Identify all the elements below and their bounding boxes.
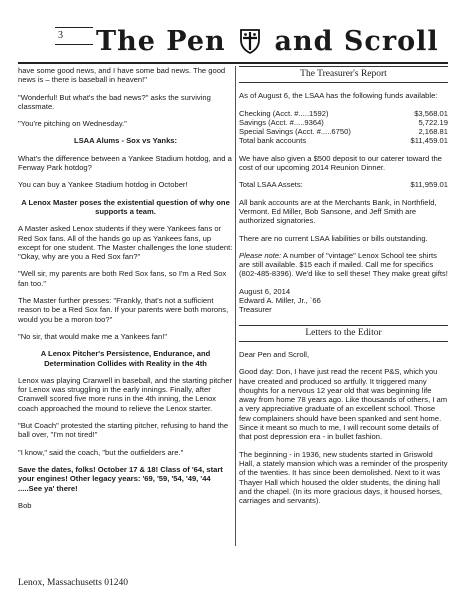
footer-address: Lenox, Massachusetts 01240 xyxy=(18,578,129,588)
story-text: Lenox was playing Cranwell in baseball, and the starting pitcher for Lenox was struggling in the early innings. Finally, after Cranwell scored five more runs in the 4th inning, the Lenox coach approached the mound to relieve the Lenox starter. xyxy=(18,375,233,413)
treasurer-intro: As of August 6, the LSAA has the following funds available: xyxy=(239,91,438,101)
account-amount: $11,459.01 xyxy=(410,136,448,146)
save-the-dates: Save the dates, folks! October 17 & 18! Class of '64, start your engines! Other legacy years: '69, '59, '54, '49, '44 .....See ya' there! xyxy=(18,464,223,493)
story-text: "Well sir, my parents are both Red Sox fans, so I'm a Red Sox fan too." xyxy=(18,269,227,288)
account-amount: 2,168.81 xyxy=(418,127,448,137)
letters-heading: Letters to the Editor xyxy=(239,325,448,342)
masthead-rule-lower-left xyxy=(55,44,93,45)
account-amount: $3,568.01 xyxy=(414,108,448,118)
account-row-total xyxy=(239,136,448,145)
masthead-rule-upper-left xyxy=(55,27,93,28)
total-assets-label: Total LSAA Assets: xyxy=(239,180,303,190)
shield-crest-icon xyxy=(239,28,261,54)
story-text: A Master asked Lenox students if they were Yankees fans or Red Sox fans. All of the hands go up as Yankees fans, up except for one student. The Master challenges the lone student: "Okay, why are you a Red Sox fan?" xyxy=(18,224,233,262)
signer-role: Treasurer xyxy=(239,305,272,315)
account-label: Total bank accounts xyxy=(239,136,307,146)
account-label: Special Savings (Acct. #.....6750) xyxy=(239,127,351,137)
signer-name: Edward A. Miller, Jr., `66 xyxy=(239,296,321,306)
masthead-bottom-rule xyxy=(18,62,448,64)
account-label: Checking (Acct. #.....1592) xyxy=(239,108,329,118)
note-label: Please note: xyxy=(239,250,282,260)
total-assets-row xyxy=(239,180,448,189)
story-text: The Master further presses: "Frankly, that's not a sufficient reason to be a Red Sox fan. If your parents were both morons, would you be a moron too?" xyxy=(18,296,229,324)
account-row xyxy=(239,118,448,127)
story-text: "But Coach" protested the starting pitcher, refusing to hand the ball over, "I'm not tired!" xyxy=(18,421,229,440)
bank-text: All bank accounts are at the Merchants Bank, in Northfield, Vermont. Ed Miller, Bob Sansone, and Jeff Smith are authorized signatories. xyxy=(239,197,437,226)
account-row xyxy=(239,127,448,136)
title-right: and Scroll xyxy=(274,26,439,57)
liabilities-text: There are no current LSAA liabilities or bills outstanding. xyxy=(239,233,428,243)
story-text: "Wonderful! But what's the bad news?" asks the surviving classmate. xyxy=(18,92,211,111)
title-left: The Pen xyxy=(96,26,226,57)
right-column xyxy=(239,66,448,513)
story-text: have some good news, and I have some bad news. The good news is – there is baseball in heaven!" xyxy=(18,66,226,85)
masthead xyxy=(0,0,463,64)
newsletter-title xyxy=(96,26,439,60)
column-divider xyxy=(235,66,236,546)
account-amount: 5,722.19 xyxy=(418,117,448,127)
letter-text: Good day: Don, I have just read the recent P&S, which you have created and produced so artfully. It triggered many thoughts for a nervous 12 year old that was beginning life away from home 78 years ago. Like thousands of others, I am a very appreciative graduate of an excellent school. Those few complainers should have been spanked and sent home. Since it meant so much to me, I will recount some details of that post depression era - in bullet fashion. xyxy=(239,367,448,442)
story-text: "No sir, that would make me a Yankees fan!" xyxy=(18,331,168,341)
note-text: A number of "vintage" Lenox School tee shirts are still available. $15 each if mailed. Call me for specifics (802-485-8396). We'd like to sell these! They make great gifts! xyxy=(239,250,448,279)
letter-salutation: Dear Pen and Scroll, xyxy=(239,349,310,359)
section-heading-lenox-master: A Lenox Master poses the existential question of why one supports a team. xyxy=(21,197,230,216)
account-label: Savings (Acct. #.....9364) xyxy=(239,117,324,127)
section-heading-sox-yanks: LSAA Alums - Sox vs Yanks: xyxy=(73,136,178,146)
signature: Bob xyxy=(18,500,32,510)
report-date: August 6, 2014 xyxy=(239,286,291,296)
deposit-text: We have also given a $500 deposit to our caterer toward the cost of our upcoming 2014 Reunion Dinner. xyxy=(239,153,442,173)
story-text: "You're pitching on Wednesday." xyxy=(18,119,127,129)
treasurer-report-heading: The Treasurer's Report xyxy=(239,66,448,83)
story-text: You can buy a Yankee Stadium hotdog in October! xyxy=(18,180,188,190)
story-text: What's the difference between a Yankee Stadium hotdog, and a Fenway Park hotdog? xyxy=(18,153,232,173)
page-number: 3 xyxy=(58,30,63,41)
story-text: "I know," said the coach, "but the outfielders are." xyxy=(18,447,184,457)
treasurer-signoff xyxy=(239,287,448,315)
letter-text: The beginning - in 1936, new students started in Griswold Hall, a stately mansion which was a reminder of the prosperity of the twenties. It has since been demolished. Next to it was Thayer Hall which housed the older students, the dining hall and the chapel. (In its more gracious days, it housed horses, carriages and servants). xyxy=(239,449,448,506)
account-row xyxy=(239,109,448,118)
total-assets-amount: $11,959.01 xyxy=(410,180,448,190)
left-column xyxy=(18,66,233,518)
note-paragraph xyxy=(239,251,448,279)
section-heading-lenox-pitcher: A Lenox Pitcher's Persistence, Endurance, and Determination Collides with Reality in the 4th xyxy=(40,349,211,368)
